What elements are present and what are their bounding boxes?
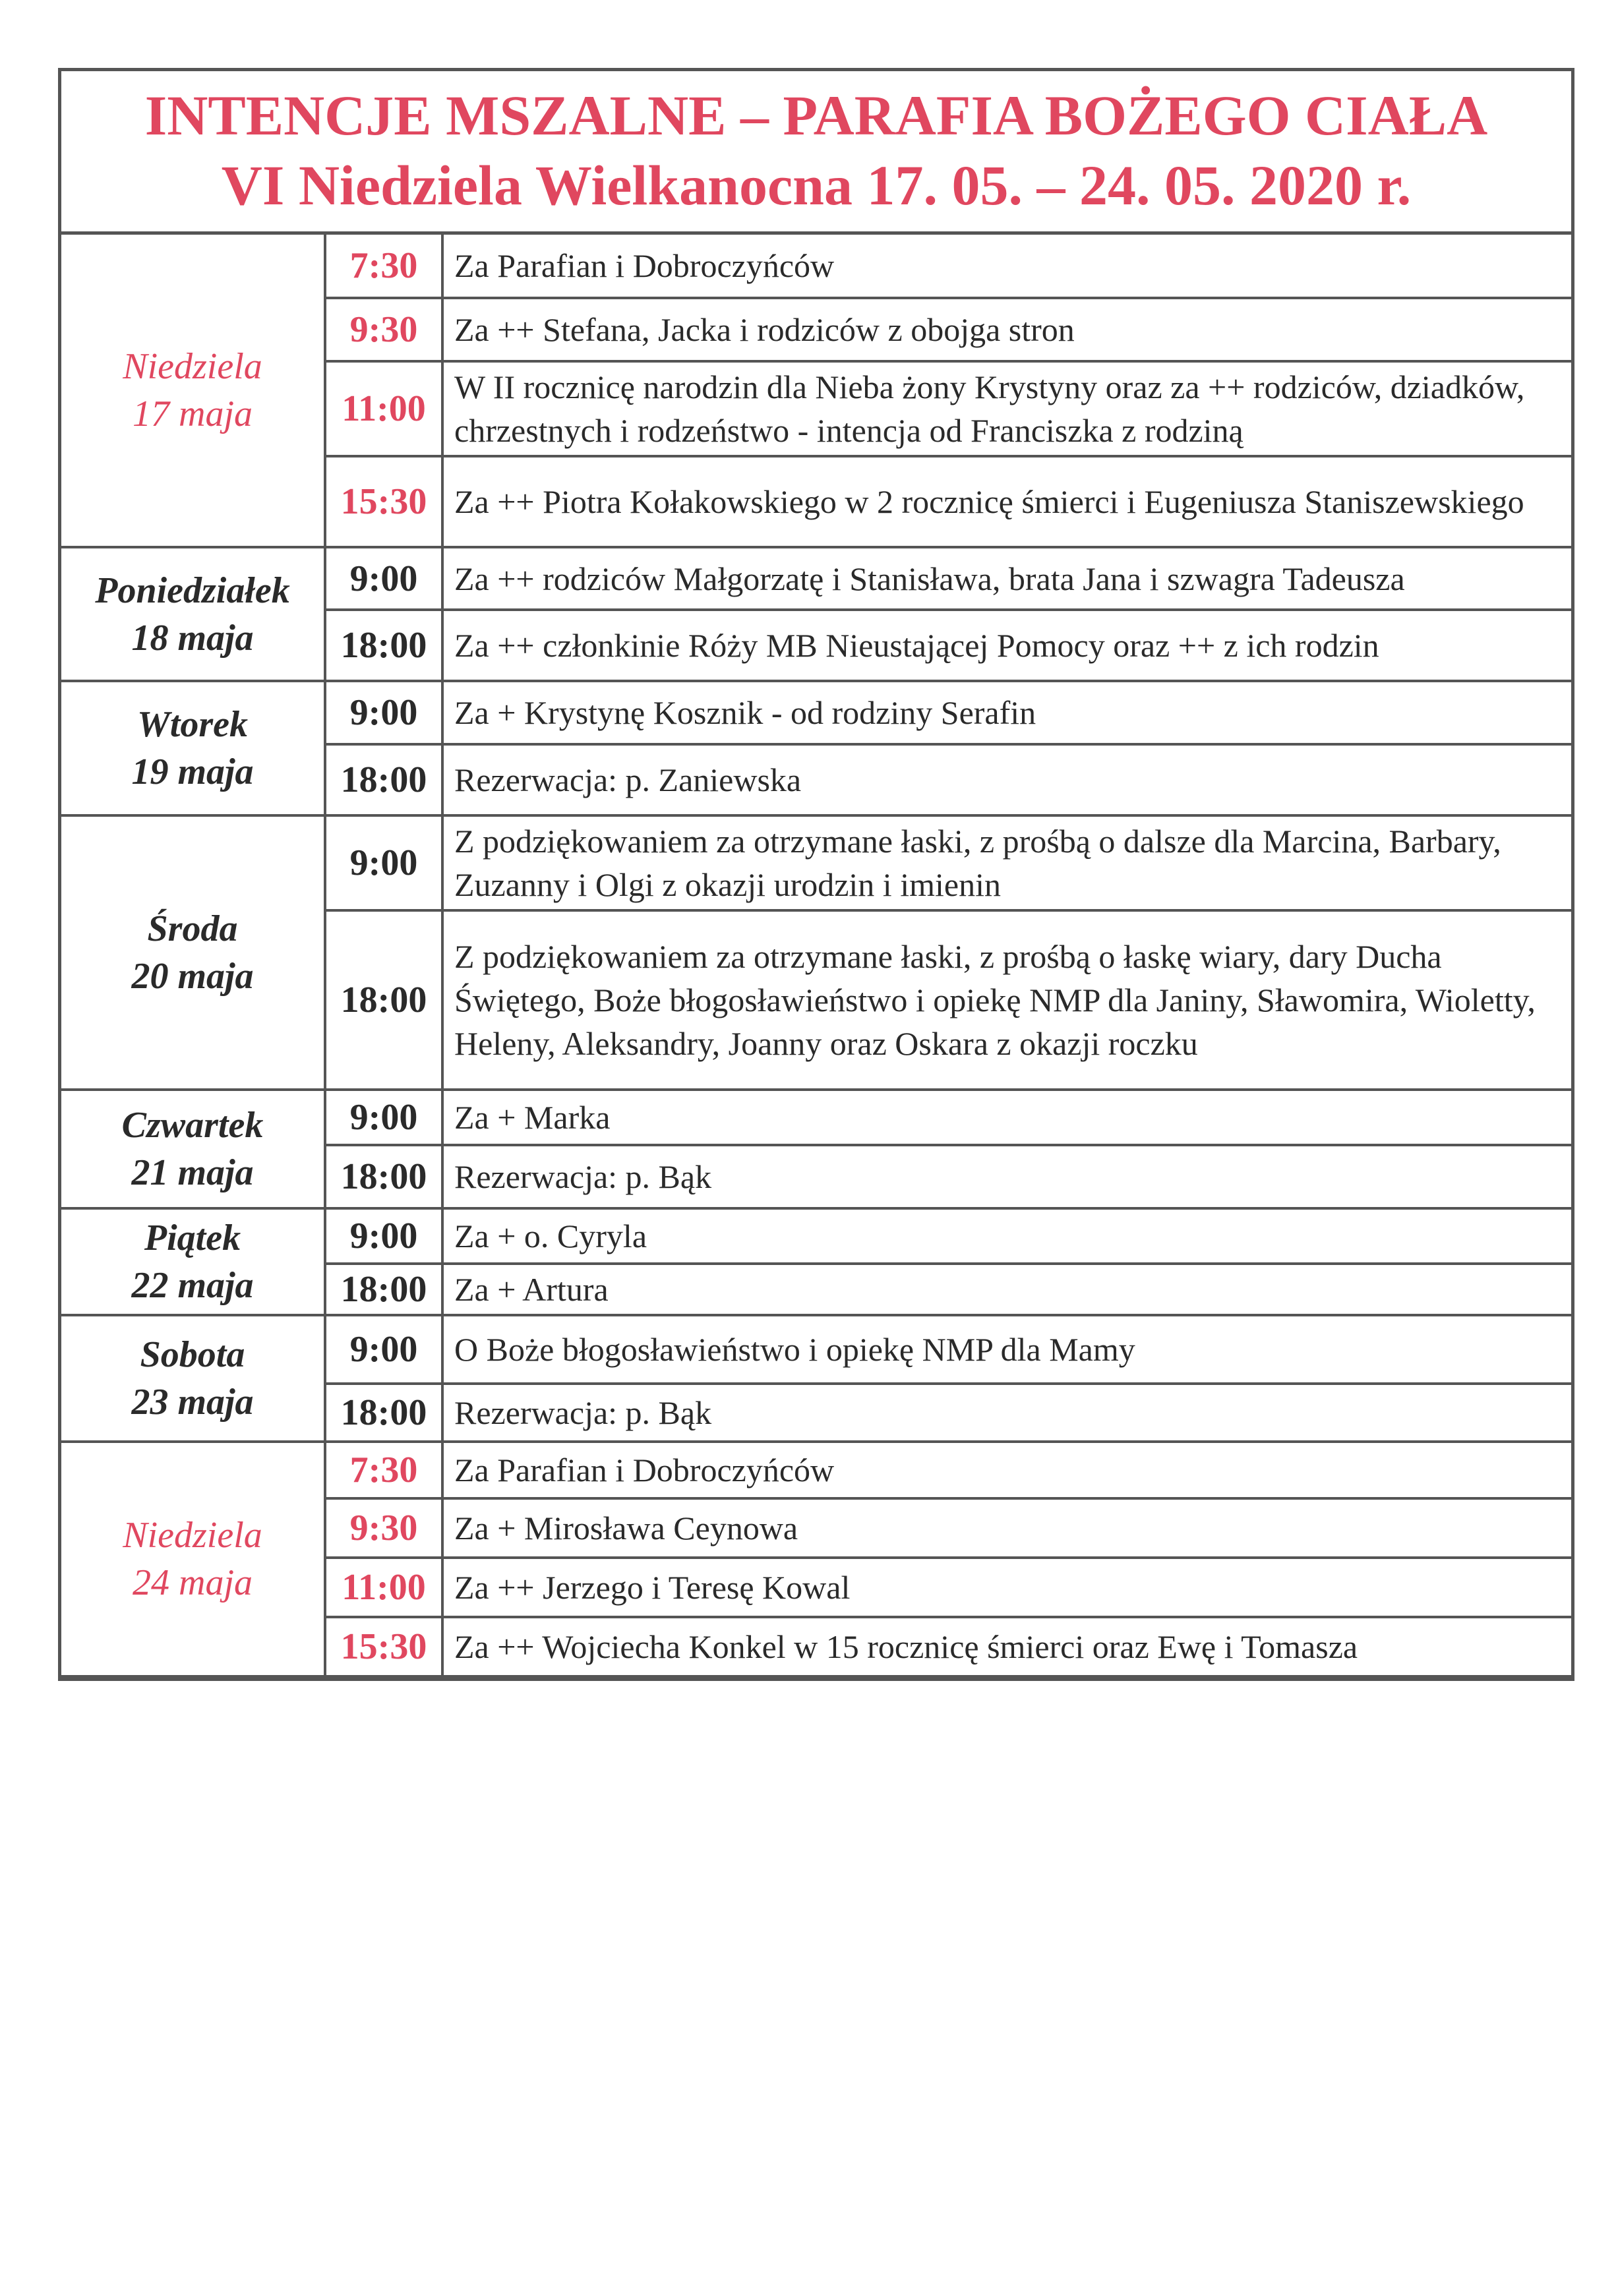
day-cell	[61, 1090, 325, 1208]
mass-intention: Za ++ Jerzego i Teresę Kowal	[442, 1558, 1571, 1617]
mass-intention: Rezerwacja: p. Bąk	[442, 1145, 1571, 1208]
day-name: Środa	[147, 908, 238, 949]
mass-time: 18:00	[325, 1145, 442, 1208]
mass-time: 15:30	[325, 456, 442, 547]
mass-intention: Za Parafian i Dobroczyńców	[442, 235, 1571, 298]
mass-time: 15:30	[325, 1617, 442, 1676]
mass-intention: Z podziękowaniem za otrzymane łaski, z prośbą o łaskę wiary, dary Ducha Świętego, Boże błogosławieństwo i opiekę NMP dla Janiny, Sławomira, Wioletty, Heleny, Aleksandry, Joanny oraz Oskara z okazji roczku	[442, 910, 1571, 1090]
day-date: 20 maja	[131, 956, 254, 997]
day-cell	[61, 681, 325, 815]
mass-time: 11:00	[325, 361, 442, 456]
day-name: Piątek	[144, 1218, 241, 1258]
day-date: 22 maja	[131, 1265, 254, 1306]
mass-intention: O Boże błogosławieństwo i opiekę NMP dla Mamy	[442, 1315, 1571, 1384]
mass-time: 18:00	[325, 1264, 442, 1315]
mass-time: 9:30	[325, 298, 442, 361]
mass-intention: Za + Artura	[442, 1264, 1571, 1315]
mass-intention: Za + Marka	[442, 1090, 1571, 1145]
mass-time: 9:00	[325, 815, 442, 910]
mass-intention: Za + Mirosława Ceynowa	[442, 1498, 1571, 1558]
table-row	[61, 681, 1571, 744]
day-cell	[61, 815, 325, 1090]
mass-intention: Za ++ Stefana, Jacka i rodziców z obojga stron	[442, 298, 1571, 361]
mass-intention: Za + Krystynę Kosznik - od rodziny Serafin	[442, 681, 1571, 744]
day-cell	[61, 547, 325, 681]
mass-intention: W II rocznicę narodzin dla Nieba żony Krystyny oraz za ++ rodziców, dziadków, chrzestnych i rodzeństwo - intencja od Franciszka z rodziną	[442, 361, 1571, 456]
mass-intention: Z podziękowaniem za otrzymane łaski, z prośbą o dalsze dla Marcina, Barbary, Zuzanny i Olgi z okazji urodzin i imienin	[442, 815, 1571, 910]
mass-time: 18:00	[325, 610, 442, 681]
day-date: 18 maja	[131, 617, 254, 659]
mass-time: 9:00	[325, 1315, 442, 1384]
table-row	[61, 235, 1571, 298]
day-name: Sobota	[140, 1334, 245, 1375]
day-cell	[61, 1315, 325, 1442]
page-title: INTENCJE MSZALNE – PARAFIA BOŻEGO CIAŁA	[144, 84, 1488, 147]
intentions-table	[61, 235, 1571, 1678]
mass-time: 11:00	[325, 1558, 442, 1617]
day-cell	[61, 1442, 325, 1676]
mass-intention: Za ++ rodziców Małgorzatę i Stanisława, brata Jana i szwagra Tadeusza	[442, 547, 1571, 610]
mass-intention: Za Parafian i Dobroczyńców	[442, 1442, 1571, 1498]
header	[61, 71, 1571, 235]
table-row	[61, 1442, 1571, 1498]
table-row	[61, 815, 1571, 910]
table-row	[61, 1208, 1571, 1264]
day-date: 17 maja	[133, 394, 253, 434]
day-name: Czwartek	[121, 1105, 264, 1146]
day-name: Poniedziałek	[95, 570, 290, 611]
mass-time: 9:00	[325, 547, 442, 610]
day-name: Niedziela	[123, 1515, 262, 1556]
day-name: Wtorek	[137, 704, 248, 745]
day-cell	[61, 1208, 325, 1315]
day-date: 19 maja	[131, 751, 254, 792]
day-date: 21 maja	[131, 1152, 254, 1193]
day-date: 24 maja	[133, 1562, 253, 1603]
mass-time: 9:00	[325, 681, 442, 744]
mass-time: 9:00	[325, 1090, 442, 1145]
mass-intention: Rezerwacja: p. Zaniewska	[442, 744, 1571, 815]
table-row	[61, 1315, 1571, 1384]
mass-time: 18:00	[325, 910, 442, 1090]
mass-time: 9:00	[325, 1208, 442, 1264]
mass-intention: Za + o. Cyryla	[442, 1208, 1571, 1264]
mass-intention: Rezerwacja: p. Bąk	[442, 1384, 1571, 1442]
mass-time: 7:30	[325, 235, 442, 298]
mass-time: 7:30	[325, 1442, 442, 1498]
mass-time: 18:00	[325, 744, 442, 815]
mass-intention: Za ++ członkinie Róży MB Nieustającej Pomocy oraz ++ z ich rodzin	[442, 610, 1571, 681]
day-date: 23 maja	[131, 1382, 254, 1423]
day-cell	[61, 235, 325, 547]
mass-time: 18:00	[325, 1384, 442, 1442]
mass-intention: Za ++ Wojciecha Konkel w 15 rocznicę śmierci oraz Ewę i Tomasza	[442, 1617, 1571, 1676]
page-subtitle: VI Niedziela Wielkanocna 17. 05. – 24. 05. 2020 r.	[221, 154, 1412, 217]
table-row	[61, 547, 1571, 610]
schedule-sheet	[58, 68, 1574, 1681]
table-row	[61, 1090, 1571, 1145]
day-name: Niedziela	[123, 346, 262, 387]
mass-intention: Za ++ Piotra Kołakowskiego w 2 rocznicę śmierci i Eugeniusza Staniszewskiego	[442, 456, 1571, 547]
mass-time: 9:30	[325, 1498, 442, 1558]
